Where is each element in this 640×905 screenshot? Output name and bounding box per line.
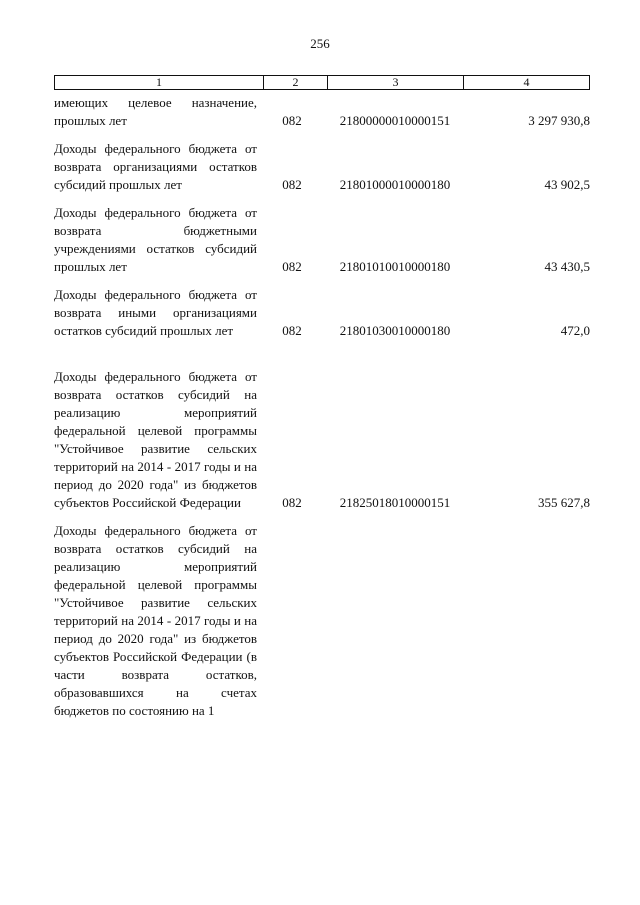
header-col-1: 1 xyxy=(55,76,264,89)
row-amount: 3 297 930,8 xyxy=(528,113,590,128)
page-number: 256 xyxy=(310,36,330,51)
row-kbk: 21801010010000180 xyxy=(339,259,451,274)
table-row xyxy=(54,522,594,720)
row-description: Доходы федерального бюджета от возврата иными организациями остатков субсидий прошлых лет xyxy=(54,287,257,338)
header-col-2: 2 xyxy=(264,76,328,89)
row-description: имеющих целевое назначение, прошлых лет xyxy=(54,95,257,128)
row-kbk: 21800000010000151 xyxy=(339,113,451,128)
row-kbk: 21825018010000151 xyxy=(339,495,451,510)
row-code: 082 xyxy=(282,323,302,338)
table-body xyxy=(54,94,594,720)
table-row xyxy=(54,286,594,340)
row-description: Доходы федерального бюджета от возврата организациями остатков субсидий прошлых лет xyxy=(54,141,257,192)
row-amount: 43 902,5 xyxy=(544,177,590,192)
row-description: Доходы федерального бюджета от возврата бюджетными учреждениями остатков субсидий прошлых лет xyxy=(54,205,257,274)
row-amount: 355 627,8 xyxy=(538,495,590,510)
table-row xyxy=(54,140,594,194)
header-col-3: 3 xyxy=(328,76,464,89)
header-col-4: 4 xyxy=(523,75,530,89)
row-code: 082 xyxy=(282,259,302,274)
row-kbk: 21801030010000180 xyxy=(339,323,451,338)
row-amount: 472,0 xyxy=(560,323,590,338)
table-row xyxy=(54,204,594,276)
row-kbk: 21801000010000180 xyxy=(339,177,451,192)
row-description: Доходы федерального бюджета от возврата остатков субсидий на реализацию мероприятий федеральной целевой программы "Устойчивое развитие сельских территорий на 2014 - 2017 годы и на период до 2020 года" из бюджетов субъектов Российской Федерации (в части возврата остатков, образовавшихся на счетах бюджетов по состоянию на 1 xyxy=(54,523,257,718)
table-row xyxy=(54,368,594,512)
row-code: 082 xyxy=(282,177,302,192)
table-header xyxy=(54,75,590,90)
row-amount: 43 430,5 xyxy=(544,259,590,274)
row-code: 082 xyxy=(282,113,302,128)
row-description: Доходы федерального бюджета от возврата остатков субсидий на реализацию мероприятий федеральной целевой программы "Устойчивое развитие сельских территорий на 2014 - 2017 годы и на период до 2020 года" из бюджетов субъектов Российской Федерации xyxy=(54,369,257,510)
row-code: 082 xyxy=(282,495,302,510)
table-row xyxy=(54,94,594,130)
